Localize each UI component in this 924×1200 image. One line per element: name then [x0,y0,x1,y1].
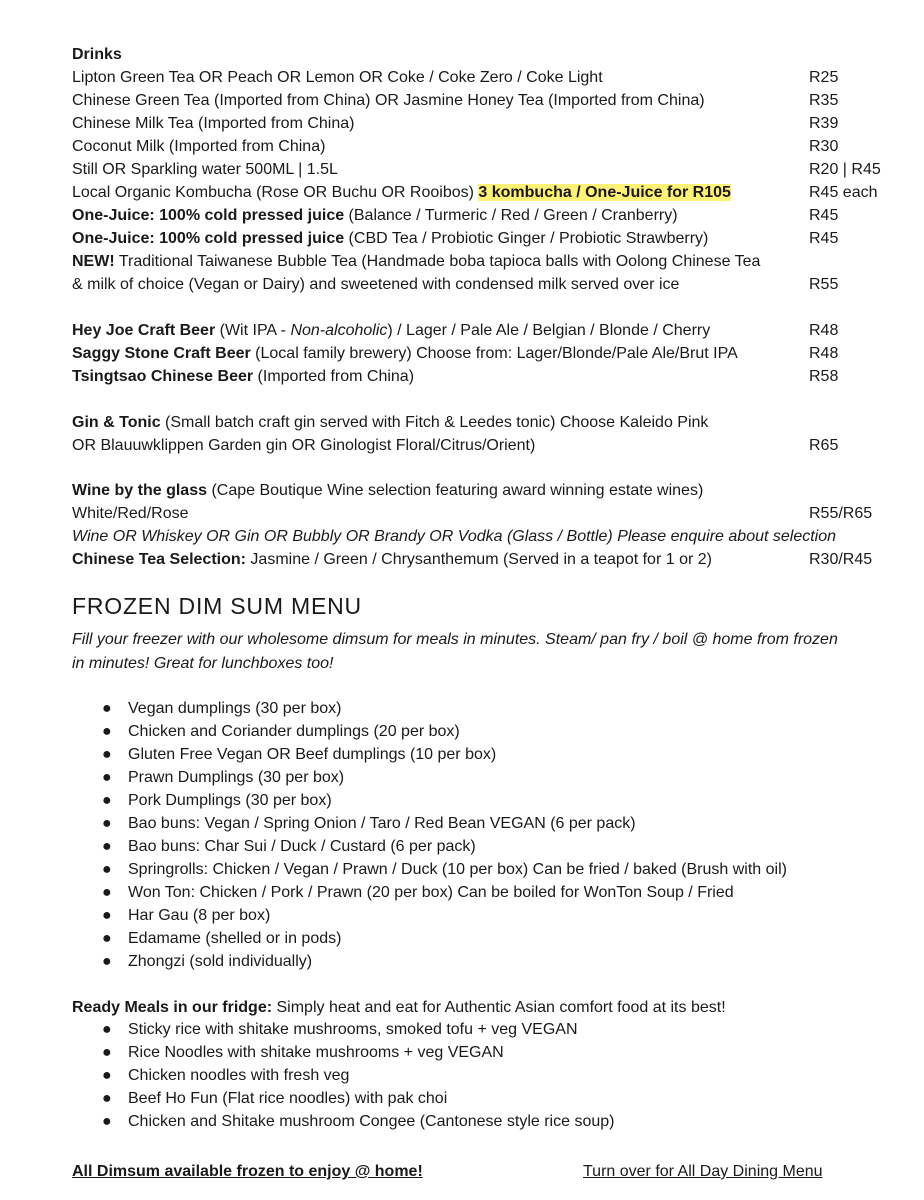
list-item: Vegan dumplings (30 per box) [128,700,342,717]
gin-item-line2: OR Blauuwklippen Garden gin OR Ginologist Floral/Citrus/Orient) [72,437,536,454]
wine-types: White/Red/Rose [72,505,189,522]
drink-price: R45 [809,230,839,247]
beer-price: R58 [809,368,839,385]
beer-item: Saggy Stone Craft Beer (Local family brewery) Choose from: Lager/Blonde/Pale Ale/Brut IPA [72,345,738,362]
drink-item: One-Juice: 100% cold pressed juice (Balance / Turmeric / Red / Green / Cranberry) [72,207,678,224]
list-item: Springrolls: Chicken / Vegan / Prawn / Duck (10 per box) Can be fried / baked (Brush with oil) [128,861,787,878]
frozen-menu-title: FROZEN DIM SUM MENU [72,593,362,619]
beer-item: Tsingtsao Chinese Beer (Imported from China) [72,368,415,385]
bullet-icon: ● [102,769,112,786]
drink-price: R45 [809,207,839,224]
wine-price: R55/R65 [809,505,873,522]
drink-item: Chinese Green Tea (Imported from China) OR Jasmine Honey Tea (Imported from China) [72,92,705,109]
bullet-icon: ● [102,723,112,740]
list-item: Pork Dumplings (30 per box) [128,792,332,809]
drink-item: Lipton Green Tea OR Peach OR Lemon OR Coke / Coke Zero / Coke Light [72,69,603,86]
bullet-icon: ● [102,1021,112,1038]
gin-item: Gin & Tonic (Small batch craft gin served with Fitch & Leedes tonic) Choose Kaleido Pink [72,414,709,431]
bullet-icon: ● [102,907,112,924]
bullet-icon: ● [102,930,112,947]
drink-price: R39 [809,115,839,132]
spirits-note: Wine OR Whiskey OR Gin OR Bubbly OR Brandy OR Vodka (Glass / Bottle) Please enquire about selection [72,528,837,545]
beer-item: Hey Joe Craft Beer (Wit IPA - Non-alcoholic) / Lager / Pale Ale / Belgian / Blonde / Cherry [72,322,711,339]
footer-turn-over-note: Turn over for All Day Dining Menu [583,1163,823,1180]
bullet-icon: ● [102,700,112,717]
wine-item: Wine by the glass (Cape Boutique Wine selection featuring award winning estate wines) [72,482,704,499]
list-item: Rice Noodles with shitake mushrooms + veg VEGAN [128,1044,504,1061]
drink-price: R30 [809,138,839,155]
drink-item: One-Juice: 100% cold pressed juice (CBD Tea / Probiotic Ginger / Probiotic Strawberry) [72,230,709,247]
bullet-icon: ● [102,1113,112,1130]
bullet-icon: ● [102,746,112,763]
drink-item-bubble-tea: NEW! Traditional Taiwanese Bubble Tea (Handmade boba tapioca balls with Oolong Chinese Tea [72,253,761,270]
ready-meals-heading: Ready Meals in our fridge: Simply heat and eat for Authentic Asian comfort food at its best! [72,999,726,1016]
drink-price: R20 | R45 [809,161,881,178]
list-item: Won Ton: Chicken / Pork / Prawn (20 per box) Can be boiled for WonTon Soup / Fried [128,884,734,901]
frozen-intro-line2: in minutes! Great for lunchboxes too! [72,655,334,672]
list-item: Beef Ho Fun (Flat rice noodles) with pak choi [128,1090,448,1107]
bullet-icon: ● [102,838,112,855]
drink-price: R45 each [809,184,878,201]
beer-price: R48 [809,322,839,339]
bullet-icon: ● [102,1067,112,1084]
list-item: Prawn Dumplings (30 per box) [128,769,345,786]
bullet-icon: ● [102,953,112,970]
list-item: Chicken and Coriander dumplings (20 per box) [128,723,460,740]
bullet-icon: ● [102,1090,112,1107]
drink-item: Coconut Milk (Imported from China) [72,138,326,155]
bullet-icon: ● [102,815,112,832]
drink-item: Still OR Sparkling water 500ML | 1.5L [72,161,338,178]
drinks-heading: Drinks [72,46,122,63]
list-item: Har Gau (8 per box) [128,907,271,924]
gin-price: R65 [809,437,839,454]
list-item: Bao buns: Vegan / Spring Onion / Taro / Red Bean VEGAN (6 per pack) [128,815,636,832]
bullet-icon: ● [102,792,112,809]
footer-frozen-note: All Dimsum available frozen to enjoy @ home! [72,1163,423,1180]
frozen-intro: Fill your freezer with our wholesome dimsum for meals in minutes. Steam/ pan fry / boil @ home from frozen [72,631,838,648]
chinese-tea-item: Chinese Tea Selection: Jasmine / Green / Chrysanthemum (Served in a teapot for 1 or 2) [72,551,712,568]
drink-item: Chinese Milk Tea (Imported from China) [72,115,355,132]
bullet-icon: ● [102,884,112,901]
list-item: Bao buns: Char Sui / Duck / Custard (6 per pack) [128,838,476,855]
drink-price: R55 [809,276,839,293]
drink-price: R25 [809,69,839,86]
bullet-icon: ● [102,1044,112,1061]
list-item: Edamame (shelled or in pods) [128,930,342,947]
list-item: Chicken noodles with fresh veg [128,1067,350,1084]
list-item: Chicken and Shitake mushroom Congee (Cantonese style rice soup) [128,1113,615,1130]
beer-price: R48 [809,345,839,362]
list-item: Zhongzi (sold individually) [128,953,313,970]
bullet-icon: ● [102,861,112,878]
drink-item-kombucha: Local Organic Kombucha (Rose OR Buchu OR Rooibos) 3 kombucha / One-Juice for R105 [72,184,731,201]
drink-item-bubble-tea-line2: & milk of choice (Vegan or Dairy) and sweetened with condensed milk served over ice [72,276,680,293]
chinese-tea-price: R30/R45 [809,551,873,568]
list-item: Gluten Free Vegan OR Beef dumplings (10 per box) [128,746,497,763]
drink-price: R35 [809,92,839,109]
list-item: Sticky rice with shitake mushrooms, smoked tofu + veg VEGAN [128,1021,578,1038]
kombucha-promo-highlight: 3 kombucha / One-Juice for R105 [478,184,731,201]
